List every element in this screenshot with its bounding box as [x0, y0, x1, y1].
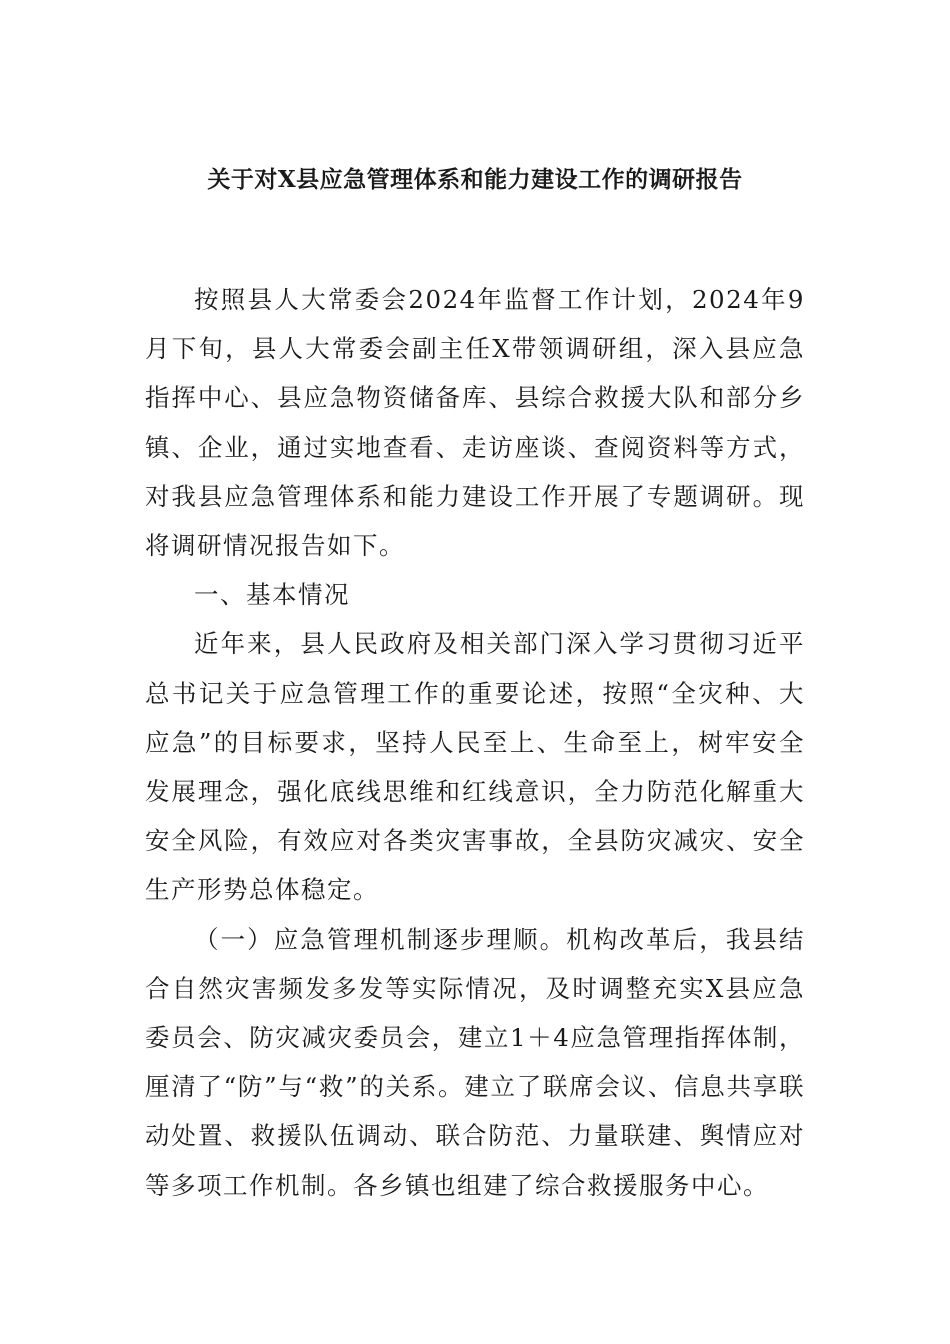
document-title: 关于对X县应急管理体系和能力建设工作的调研报告: [207, 166, 743, 193]
intro-paragraph: 按照县人大常委会2024年监督工作计划，2024年9月下旬，县人大常委会副主任X带领调研组，深入县应急指挥中心、县应急物资储备库、县综合救援大队和部分乡镇、企业，通过实地查看、走访座谈、查阅资料等方式，对我县应急管理体系和能力建设工作开展了专题调研。现将调研情况报告如下。: [145, 285, 805, 561]
document-body: [145, 275, 805, 1210]
section-heading-basic-situation: 一、基本情况: [194, 580, 350, 610]
overview-paragraph: 近年来，县人民政府及相关部门深入学习贯彻习近平总书记关于应急管理工作的重要论述，按照“全灾种、大应急”的目标要求，坚持人民至上、生命至上，树牢安全发展理念，强化底线思维和红线意识，全力防范化解重大安全风险，有效应对各类灾害事故，全县防灾减灾、安全生产形势总体稳定。: [145, 629, 805, 905]
subsection-paragraph-mechanism: （一）应急管理机制逐步理顺。机构改革后，我县结合自然灾害频发多发等实际情况，及时调整充实X县应急委员会、防灾减灾委员会，建立1＋4应急管理指挥体制，厘清了“防”与“救”的关系。建立了联席会议、信息共享联动处置、救援队伍调动、联合防范、力量联建、舆情应对等多项工作机制。各乡镇也组建了综合救援服务中心。: [145, 924, 805, 1200]
